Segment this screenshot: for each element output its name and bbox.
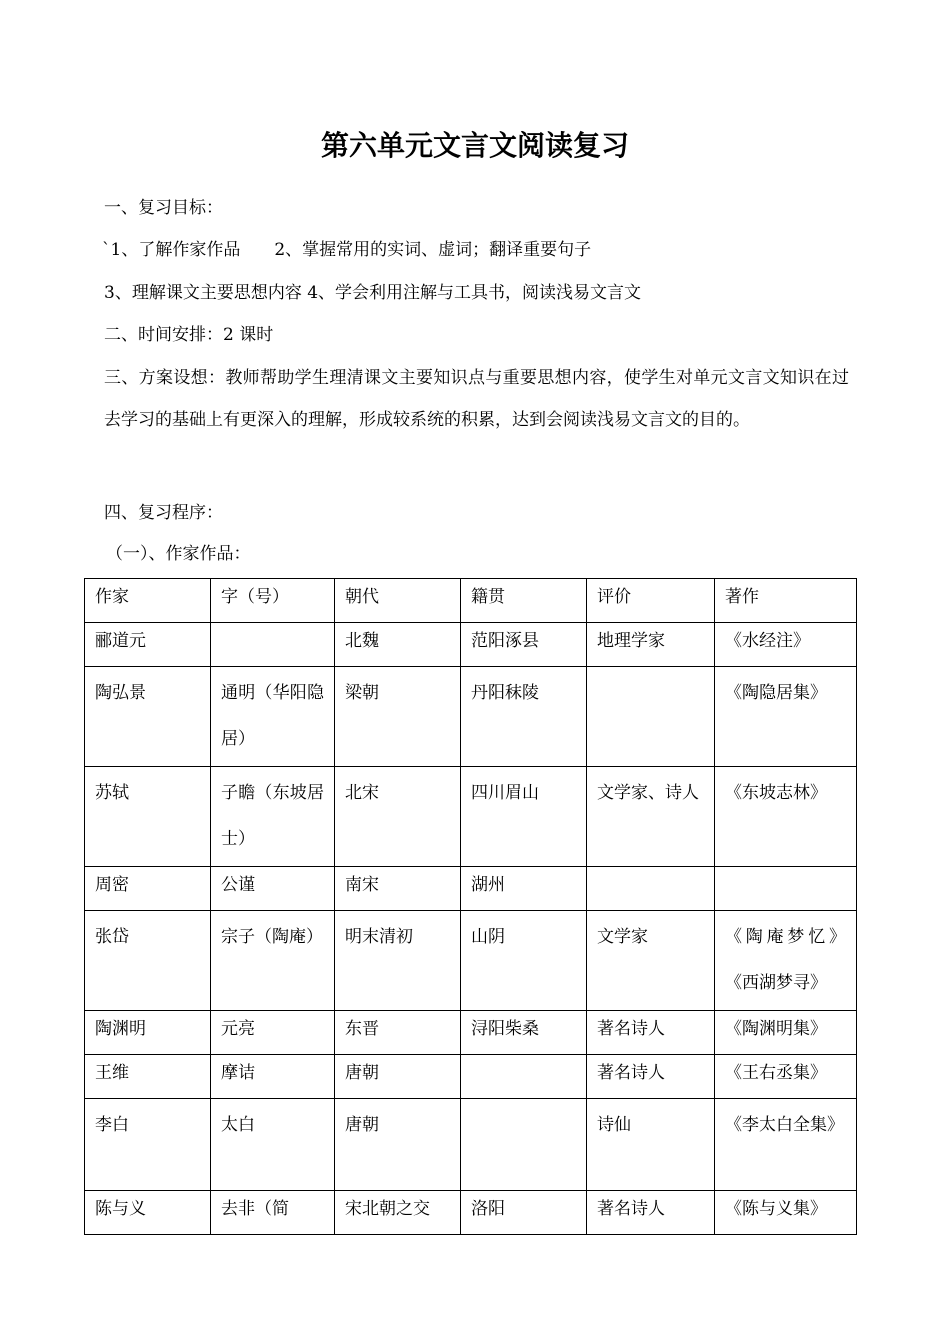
authors-table xyxy=(84,578,857,1235)
goals-line-2: 3、理解课文主要思想内容 4、学会利用注解与工具书，阅读浅易文言文 xyxy=(104,283,642,303)
cell-courtesy-name: 摩诘 xyxy=(211,1055,335,1099)
cell-dynasty: 北宋 xyxy=(335,767,461,867)
cell-courtesy-name: 公谨 xyxy=(211,867,335,911)
table-row xyxy=(85,767,857,867)
cell-author: 张岱 xyxy=(85,911,211,1011)
cell-courtesy-name: 太白 xyxy=(211,1099,335,1191)
cell-evaluation xyxy=(587,667,715,767)
cell-hometown: 浔阳柴桑 xyxy=(461,1011,587,1055)
cell-author: 郦道元 xyxy=(85,623,211,667)
cell-dynasty: 明末清初 xyxy=(335,911,461,1011)
procedure-heading: 四、复习程序： xyxy=(104,503,223,523)
cell-works xyxy=(715,867,857,911)
page-title: 第六单元文言文阅读复习 xyxy=(320,129,629,162)
header-evaluation: 评价 xyxy=(587,579,715,623)
cell-works: 《水经注》 xyxy=(715,623,857,667)
table-row xyxy=(85,1011,857,1055)
cell-courtesy-name: 去非（简 xyxy=(211,1191,335,1235)
header-courtesy-name: 字（号） xyxy=(211,579,335,623)
table-row xyxy=(85,623,857,667)
cell-courtesy-name: 宗子（陶庵） xyxy=(211,911,335,1011)
table-row xyxy=(85,911,857,1011)
cell-author: 王维 xyxy=(85,1055,211,1099)
plan-paragraph: 三、方案设想：教师帮助学生理清课文主要知识点与重要思想内容，使学生对单元文言文知识在过去学习的基础上有更深入的理解，形成较系统的积累，达到会阅读浅易文言文的目的。 xyxy=(104,368,849,430)
cell-hometown: 山阴 xyxy=(461,911,587,1011)
cell-dynasty: 东晋 xyxy=(335,1011,461,1055)
table-header-row xyxy=(85,579,857,623)
cell-author: 陶弘景 xyxy=(85,667,211,767)
cell-evaluation: 著名诗人 xyxy=(587,1011,715,1055)
cell-dynasty: 南宋 xyxy=(335,867,461,911)
cell-works: 《李太白全集》 xyxy=(715,1099,857,1191)
goals-line-1: `1、了解作家作品 2、掌握常用的实词、虚词；翻译重要句子 xyxy=(102,240,592,260)
cell-dynasty: 宋北朝之交 xyxy=(335,1191,461,1235)
cell-dynasty: 梁朝 xyxy=(335,667,461,767)
goals-heading: 一、复习目标： xyxy=(104,198,223,218)
cell-dynasty: 唐朝 xyxy=(335,1099,461,1191)
cell-works: 《陶隐居集》 xyxy=(715,667,857,767)
table-row xyxy=(85,1191,857,1235)
cell-evaluation: 文学家、诗人 xyxy=(587,767,715,867)
header-works: 著作 xyxy=(715,579,857,623)
table-row xyxy=(85,867,857,911)
cell-hometown xyxy=(461,1055,587,1099)
cell-evaluation: 文学家 xyxy=(587,911,715,1011)
cell-evaluation: 著名诗人 xyxy=(587,1055,715,1099)
header-author: 作家 xyxy=(85,579,211,623)
cell-works: 《陈与义集》 xyxy=(715,1191,857,1235)
cell-hometown: 湖州 xyxy=(461,867,587,911)
cell-author: 李白 xyxy=(85,1099,211,1191)
cell-works: 《陶庵梦忆》《西湖梦寻》 xyxy=(715,911,857,1011)
cell-hometown: 丹阳秣陵 xyxy=(461,667,587,767)
cell-hometown: 范阳涿县 xyxy=(461,623,587,667)
table-row xyxy=(85,1099,857,1191)
cell-author: 周密 xyxy=(85,867,211,911)
cell-dynasty: 唐朝 xyxy=(335,1055,461,1099)
cell-hometown: 洛阳 xyxy=(461,1191,587,1235)
cell-works: 《东坡志林》 xyxy=(715,767,857,867)
cell-dynasty: 北魏 xyxy=(335,623,461,667)
table-row xyxy=(85,1055,857,1099)
cell-hometown xyxy=(461,1099,587,1191)
cell-evaluation: 诗仙 xyxy=(587,1099,715,1191)
time-arrangement: 二、时间安排：2 课时 xyxy=(104,325,274,345)
cell-courtesy-name xyxy=(211,623,335,667)
cell-courtesy-name: 子瞻（东坡居士） xyxy=(211,767,335,867)
sub-heading-authors: （一）、作家作品： xyxy=(106,544,251,564)
table-row xyxy=(85,667,857,767)
cell-courtesy-name: 元亮 xyxy=(211,1011,335,1055)
cell-evaluation: 地理学家 xyxy=(587,623,715,667)
cell-works: 《王右丞集》 xyxy=(715,1055,857,1099)
cell-evaluation xyxy=(587,867,715,911)
cell-evaluation: 著名诗人 xyxy=(587,1191,715,1235)
header-dynasty: 朝代 xyxy=(335,579,461,623)
header-hometown: 籍贯 xyxy=(461,579,587,623)
cell-courtesy-name: 通明（华阳隐居） xyxy=(211,667,335,767)
cell-works: 《陶渊明集》 xyxy=(715,1011,857,1055)
cell-author: 苏轼 xyxy=(85,767,211,867)
cell-hometown: 四川眉山 xyxy=(461,767,587,867)
cell-author: 陶渊明 xyxy=(85,1011,211,1055)
cell-author: 陈与义 xyxy=(85,1191,211,1235)
